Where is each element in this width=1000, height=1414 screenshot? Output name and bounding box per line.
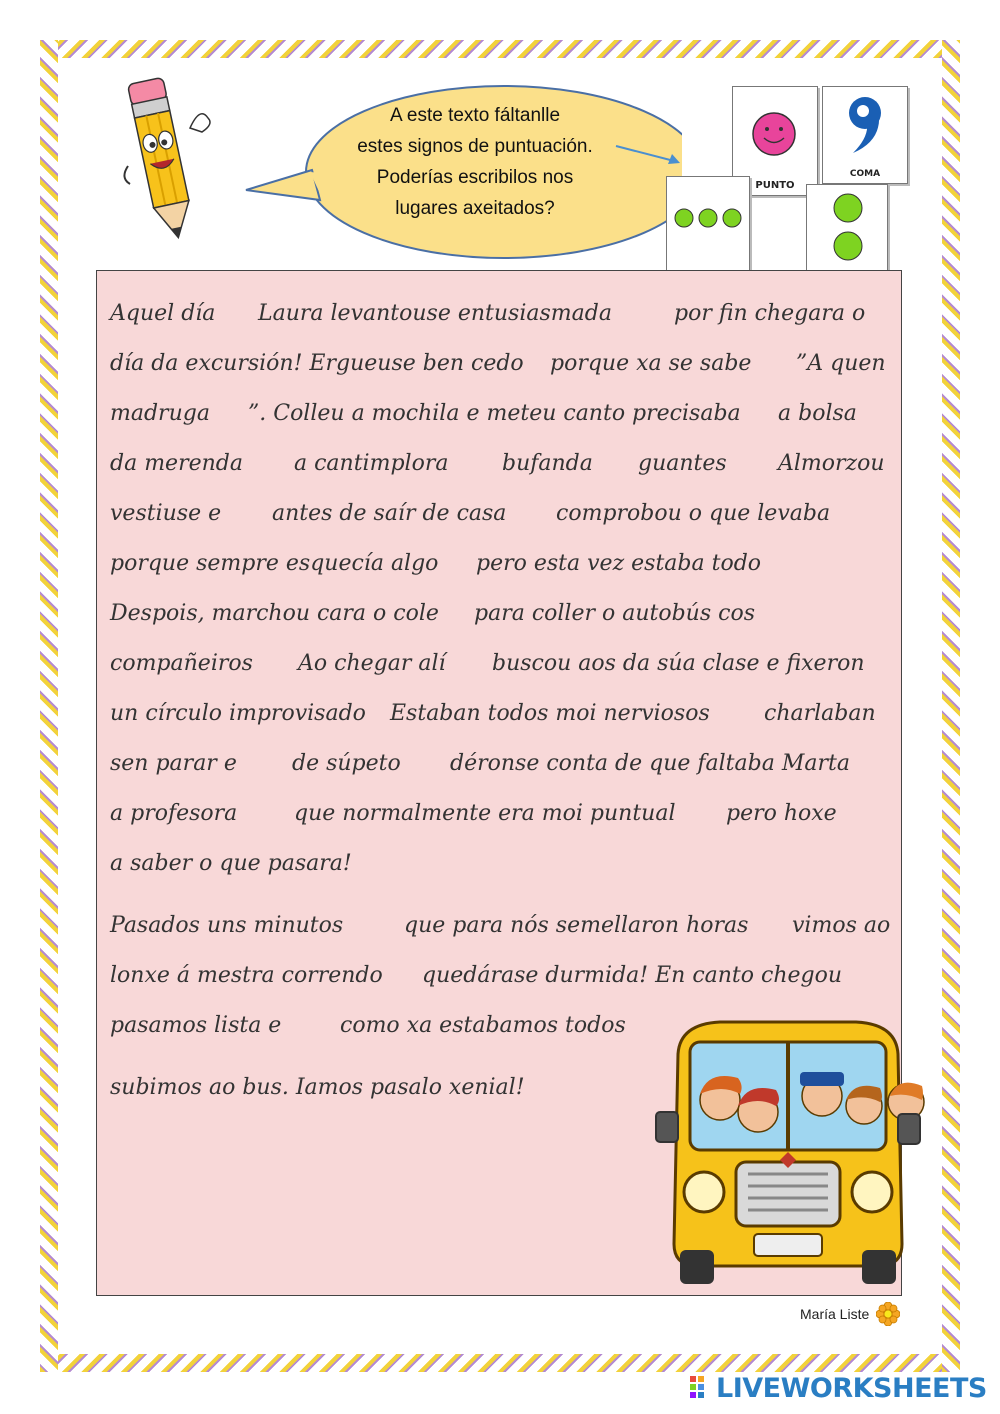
- border-right: [942, 40, 960, 1372]
- text-segment: a cantimplora: [294, 451, 449, 476]
- text-segment: un círculo improvisado: [110, 701, 366, 726]
- coma-glyph-icon: [843, 93, 887, 157]
- text-segment: a bolsa: [778, 401, 857, 426]
- border-left: [40, 40, 58, 1372]
- text-segment: ”A quen: [796, 351, 886, 376]
- text-segment: sen parar e: [110, 751, 237, 776]
- text-segment: ”. Colleu a mochila e meteu canto precisaba: [248, 401, 741, 426]
- text-segment: Laura levantouse entusiasmada: [258, 301, 612, 326]
- author-credit: María Liste: [800, 1306, 870, 1322]
- text-segment: quedárase durmida! En canto chegou: [422, 963, 843, 988]
- bubble-line: Poderías escribilos nos: [376, 167, 574, 188]
- punto-smiley-icon: [751, 111, 797, 157]
- text-segment: madruga: [110, 401, 210, 426]
- text-segment: lonxe á mestra correndo: [110, 963, 383, 988]
- bubble-line: A este texto fáltanlle: [389, 105, 561, 126]
- card-puntos-suspensivos: [666, 176, 750, 284]
- text-segment: a saber o que pasara!: [110, 851, 352, 876]
- text-segment: Despois, marchou cara o cole: [110, 601, 439, 626]
- text-segment: da merenda: [110, 451, 243, 476]
- flower-icon: [876, 1302, 900, 1326]
- text-segment: Almorzou: [778, 451, 885, 476]
- text-segment: Aquel día: [110, 301, 216, 326]
- liveworksheets-logo-icon: [690, 1376, 712, 1404]
- text-segment: bufanda: [502, 451, 593, 476]
- card-label-coma: COMA: [849, 169, 881, 179]
- text-segment: antes de saír de casa: [272, 501, 507, 526]
- liveworksheets-brand: LIVEWORKSHEETS: [716, 1373, 987, 1404]
- bubble-text: [300, 100, 650, 224]
- text-segment: a profesora: [110, 801, 238, 826]
- bubble-line: lugares axeitados?: [395, 198, 555, 219]
- bubble-line: estes signos de puntuación.: [357, 136, 593, 157]
- text-segment: que normalmente era moi puntual: [294, 801, 676, 826]
- text-segment: Estaban todos moi nerviosos: [390, 701, 710, 726]
- text-segment: para coller o autobús cos: [474, 601, 755, 626]
- text-segment: pasamos lista e: [110, 1013, 282, 1038]
- text-segment: comprobou o que levaba: [556, 501, 831, 526]
- border-bottom: [40, 1354, 960, 1372]
- text-segment: déronse conta de que faltaba Marta: [450, 751, 850, 776]
- text-segment: pero esta vez estaba todo: [476, 551, 762, 576]
- school-bus-icon: [650, 1014, 926, 1290]
- text-segment: buscou aos da súa clase e fixeron: [492, 651, 865, 676]
- text-segment: porque xa se sabe: [550, 351, 752, 376]
- border-top: [40, 40, 960, 58]
- text-segment: de súpeto: [292, 751, 401, 776]
- arrow-icon: [614, 140, 686, 170]
- card-label-punto: PUNTO: [755, 180, 795, 191]
- colon-dots-icon: [831, 191, 865, 263]
- text-segment: que para nós semellaron horas: [404, 913, 749, 938]
- text-segment: por fin chegara o: [674, 301, 866, 326]
- card-coma: [822, 86, 908, 184]
- pencil-mascot-icon: [118, 70, 218, 245]
- text-segment: día da excursión! Ergueuse ben cedo: [110, 351, 524, 376]
- text-segment: pero hoxe: [726, 801, 837, 826]
- text-segment: como xa estabamos todos: [340, 1013, 626, 1038]
- text-segment: guantes: [638, 451, 727, 476]
- text-segment: vimos ao: [792, 913, 891, 938]
- text-segment: porque sempre esquecía algo: [110, 551, 439, 576]
- text-segment: vestiuse e: [110, 501, 222, 526]
- three-dots-icon: [673, 205, 743, 231]
- text-segment: compañeiros: [110, 651, 253, 676]
- text-segment: Ao chegar alí: [298, 651, 446, 676]
- text-segment: charlaban: [764, 701, 876, 726]
- text-segment: subimos ao bus. Iamos pasalo xenial!: [110, 1075, 525, 1100]
- text-segment: Pasados uns minutos: [110, 913, 344, 938]
